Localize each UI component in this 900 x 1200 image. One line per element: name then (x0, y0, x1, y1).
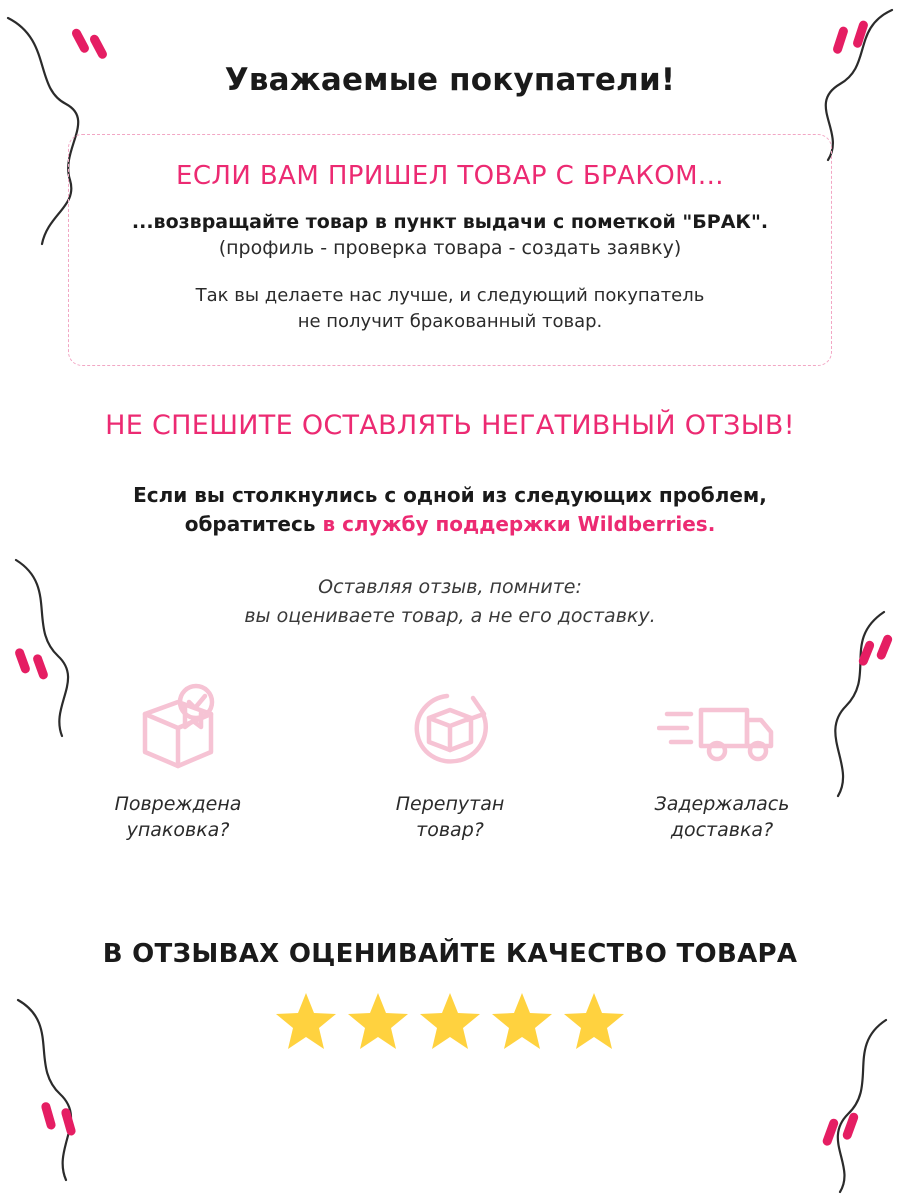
defect-box-heading: ЕСЛИ ВАМ ПРИШЕЛ ТОВАР С БРАКОМ... (176, 161, 724, 191)
caption-line-2: упаковка? (126, 818, 230, 841)
page-title: Уважаемые покупатели! (224, 62, 676, 98)
remember-line-2: вы оцениваете товар, а не его доставку. (244, 604, 656, 627)
caption-line-2: доставка? (670, 818, 774, 841)
defect-box-note (89, 283, 811, 335)
star-icon (491, 991, 553, 1051)
damaged-box-icon (78, 680, 278, 772)
delivery-truck-icon (622, 680, 822, 772)
star-icon (347, 991, 409, 1051)
star-icon (275, 991, 337, 1051)
caption-line-2: товар? (416, 818, 484, 841)
problem-caption-late-delivery (622, 792, 822, 843)
caption-line-1: Повреждена (114, 793, 242, 816)
defect-box-note-line-1: Так вы делаете нас лучше, и следующий покупатель (195, 285, 705, 306)
support-text-prefix: обратитесь (184, 512, 323, 537)
rating-stars (60, 991, 840, 1051)
star-icon (563, 991, 625, 1051)
defect-notice-box (68, 134, 832, 366)
support-link: в службу поддержки Wildberries. (322, 512, 716, 537)
bottom-title: В ОТЗЫВАХ ОЦЕНИВАЙТЕ КАЧЕСТВО ТОВАРА (102, 939, 798, 970)
defect-box-path: (профиль - проверка товара - создать заявку) (218, 237, 682, 259)
star-icon (419, 991, 481, 1051)
problem-item-damaged-package (78, 680, 278, 843)
support-text (60, 481, 840, 539)
caption-line-1: Задержалась (654, 793, 790, 816)
defect-box-instruction: ...возвращайте товар в пункт выдачи с пометкой "БРАК". (131, 211, 769, 233)
problem-icons-row (60, 680, 840, 843)
remember-line-1: Оставляя отзыв, помните: (318, 576, 582, 599)
negative-review-heading: НЕ СПЕШИТЕ ОСТАВЛЯТЬ НЕГАТИВНЫЙ ОТЗЫВ! (105, 410, 795, 442)
problem-item-late-delivery (622, 680, 822, 843)
support-text-line-1: Если вы столкнулись с одной из следующих проблем, (133, 483, 767, 508)
problem-item-wrong-item (350, 680, 550, 843)
problem-caption-wrong-item (350, 792, 550, 843)
wrong-item-icon (350, 680, 550, 772)
problem-caption-damaged-package (78, 792, 278, 843)
remember-note (60, 573, 840, 630)
defect-box-note-line-2: не получит бракованный товар. (297, 311, 603, 333)
caption-line-1: Перепутан (395, 793, 505, 816)
